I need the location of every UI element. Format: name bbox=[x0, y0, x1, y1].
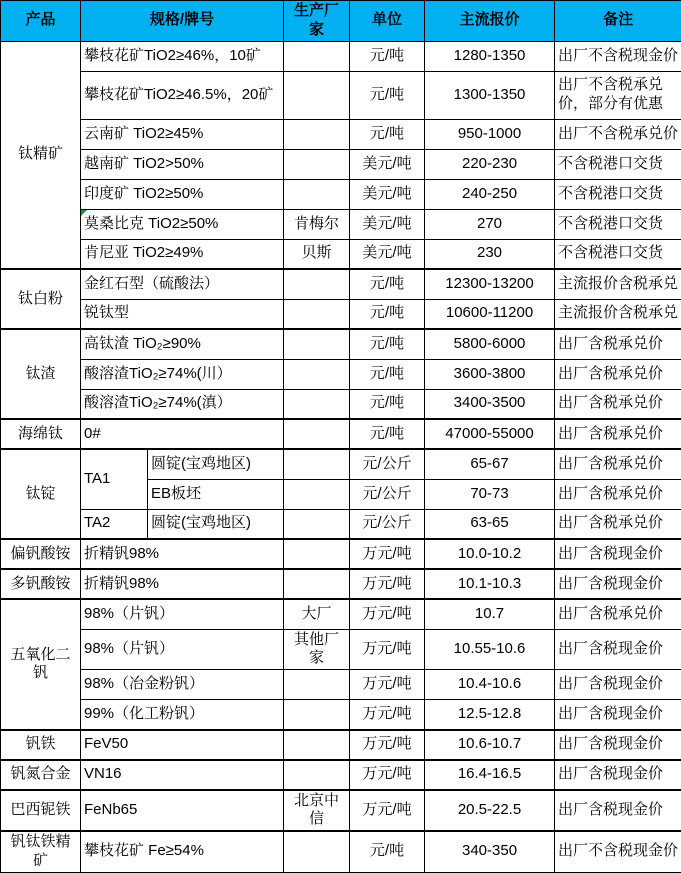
cell-remark: 出厂不含税现金价 bbox=[555, 831, 681, 872]
cell-unit: 元/公斤 bbox=[350, 509, 425, 539]
cell-producer bbox=[284, 329, 350, 359]
cell-unit: 美元/吨 bbox=[350, 179, 425, 209]
cell-producer: 贝斯 bbox=[284, 239, 350, 269]
cell-note-marker-icon bbox=[81, 210, 87, 216]
cell-product: 钛白粉 bbox=[1, 269, 81, 329]
cell-remark: 出厂含税承兑价 bbox=[555, 479, 681, 509]
cell-price: 10600-11200 bbox=[425, 299, 555, 329]
cell-price: 5800-6000 bbox=[425, 329, 555, 359]
cell-spec: 酸溶渣TiO₂≥74%(滇） bbox=[81, 389, 284, 419]
cell-spec: 云南矿 TiO2≥45% bbox=[81, 119, 284, 149]
cell-remark: 出厂含税现金价 bbox=[555, 730, 681, 760]
cell-remark: 出厂含税现金价 bbox=[555, 790, 681, 832]
table-row bbox=[1, 509, 681, 539]
table-row bbox=[1, 569, 681, 599]
cell-unit: 万元/吨 bbox=[350, 790, 425, 832]
table-row bbox=[1, 389, 681, 419]
cell-spec: 攀枝花矿TiO2≥46%，10矿 bbox=[81, 41, 284, 71]
cell-remark: 出厂含税承兑价 bbox=[555, 599, 681, 629]
table-row bbox=[1, 599, 681, 629]
column-header-spec: 规格/牌号 bbox=[81, 1, 284, 42]
table-row bbox=[1, 41, 681, 71]
cell-remark: 出厂不含税承兑价 bbox=[555, 119, 681, 149]
cell-price: 16.4-16.5 bbox=[425, 760, 555, 790]
cell-unit: 元/吨 bbox=[350, 419, 425, 449]
cell-spec: 0# bbox=[81, 419, 284, 449]
cell-unit: 万元/吨 bbox=[350, 730, 425, 760]
cell-producer bbox=[284, 119, 350, 149]
cell-price: 10.0-10.2 bbox=[425, 539, 555, 569]
cell-subspec: 圆锭(宝鸡地区) bbox=[148, 509, 284, 539]
cell-remark: 不含税港口交货 bbox=[555, 239, 681, 269]
cell-producer: 北京中信 bbox=[284, 790, 350, 832]
cell-product: 钛渣 bbox=[1, 329, 81, 419]
cell-producer bbox=[284, 269, 350, 299]
cell-unit: 万元/吨 bbox=[350, 569, 425, 599]
cell-product: 钛精矿 bbox=[1, 41, 81, 269]
cell-unit: 元/吨 bbox=[350, 71, 425, 119]
cell-spec: 98%（片钒） bbox=[81, 629, 284, 670]
cell-producer bbox=[284, 569, 350, 599]
cell-remark: 出厂含税承兑价 bbox=[555, 509, 681, 539]
cell-price: 63-65 bbox=[425, 509, 555, 539]
cell-producer bbox=[284, 760, 350, 790]
table-row bbox=[1, 419, 681, 449]
column-header-price: 主流报价 bbox=[425, 1, 555, 42]
cell-spec: 越南矿 TiO2>50% bbox=[81, 149, 284, 179]
cell-spec-text: 莫桑比克 TiO2≥50% bbox=[84, 214, 219, 232]
cell-grade: TA1 bbox=[81, 449, 148, 509]
cell-producer bbox=[284, 479, 350, 509]
cell-spec: 印度矿 TiO2≥50% bbox=[81, 179, 284, 209]
cell-producer bbox=[284, 509, 350, 539]
cell-price: 240-250 bbox=[425, 179, 555, 209]
cell-producer bbox=[284, 700, 350, 730]
cell-spec: FeV50 bbox=[81, 730, 284, 760]
cell-spec: 酸溶渣TiO₂≥74%(川） bbox=[81, 359, 284, 389]
cell-unit: 元/吨 bbox=[350, 831, 425, 872]
cell-unit: 元/吨 bbox=[350, 41, 425, 71]
cell-unit: 元/吨 bbox=[350, 119, 425, 149]
cell-spec: 攀枝花矿 Fe≥54% bbox=[81, 831, 284, 872]
cell-price: 1300-1350 bbox=[425, 71, 555, 119]
cell-remark: 不含税港口交货 bbox=[555, 179, 681, 209]
cell-price: 10.7 bbox=[425, 599, 555, 629]
cell-remark: 出厂含税现金价 bbox=[555, 670, 681, 700]
cell-remark: 不含税港口交货 bbox=[555, 149, 681, 179]
cell-price: 10.55-10.6 bbox=[425, 629, 555, 670]
cell-price: 10.4-10.6 bbox=[425, 670, 555, 700]
table-row bbox=[1, 790, 681, 832]
cell-producer bbox=[284, 71, 350, 119]
table-row bbox=[1, 71, 681, 119]
cell-producer bbox=[284, 831, 350, 872]
cell-unit: 万元/吨 bbox=[350, 629, 425, 670]
cell-price: 3400-3500 bbox=[425, 389, 555, 419]
cell-price: 47000-55000 bbox=[425, 419, 555, 449]
cell-spec: 肯尼亚 TiO2≥49% bbox=[81, 239, 284, 269]
cell-price: 3600-3800 bbox=[425, 359, 555, 389]
column-header-producer: 生产厂家 bbox=[284, 1, 350, 42]
cell-product: 偏钒酸铵 bbox=[1, 539, 81, 569]
table-row bbox=[1, 539, 681, 569]
cell-producer: 大厂 bbox=[284, 599, 350, 629]
cell-producer bbox=[284, 179, 350, 209]
cell-remark: 出厂不含税现金价 bbox=[555, 41, 681, 71]
table-row bbox=[1, 629, 681, 670]
cell-spec: 折精钒98% bbox=[81, 569, 284, 599]
cell-price: 230 bbox=[425, 239, 555, 269]
cell-product: 五氧化二钒 bbox=[1, 599, 81, 730]
cell-unit: 元/吨 bbox=[350, 359, 425, 389]
cell-unit: 万元/吨 bbox=[350, 539, 425, 569]
cell-spec: 99%（化工粉钒） bbox=[81, 700, 284, 730]
cell-spec: 金红石型（硫酸法） bbox=[81, 269, 284, 299]
table-row bbox=[1, 730, 681, 760]
cell-remark: 不含税港口交货 bbox=[555, 209, 681, 239]
cell-unit: 元/吨 bbox=[350, 299, 425, 329]
cell-producer bbox=[284, 389, 350, 419]
cell-spec: 高钛渣 TiO₂≥90% bbox=[81, 329, 284, 359]
table-row bbox=[1, 329, 681, 359]
cell-product: 钛锭 bbox=[1, 449, 81, 539]
header-row bbox=[1, 1, 681, 42]
cell-price: 12.5-12.8 bbox=[425, 700, 555, 730]
cell-price: 70-73 bbox=[425, 479, 555, 509]
cell-remark: 出厂含税承兑价 bbox=[555, 449, 681, 479]
cell-producer: 肯梅尔 bbox=[284, 209, 350, 239]
cell-product: 钒钛铁精矿 bbox=[1, 831, 81, 872]
table-row bbox=[1, 179, 681, 209]
table-row bbox=[1, 359, 681, 389]
cell-product: 多钒酸铵 bbox=[1, 569, 81, 599]
cell-producer bbox=[284, 730, 350, 760]
table-row bbox=[1, 209, 681, 239]
cell-unit: 美元/吨 bbox=[350, 209, 425, 239]
cell-spec: FeNb65 bbox=[81, 790, 284, 832]
cell-product: 钒氮合金 bbox=[1, 760, 81, 790]
cell-price: 20.5-22.5 bbox=[425, 790, 555, 832]
cell-price: 12300-13200 bbox=[425, 269, 555, 299]
column-header-unit: 单位 bbox=[350, 1, 425, 42]
cell-remark: 主流报价含税承兑 bbox=[555, 269, 681, 299]
cell-remark: 出厂含税现金价 bbox=[555, 569, 681, 599]
column-header-product: 产品 bbox=[1, 1, 81, 42]
cell-spec: 98%（片钒） bbox=[81, 599, 284, 629]
cell-remark: 出厂含税现金价 bbox=[555, 629, 681, 670]
cell-producer bbox=[284, 149, 350, 179]
cell-remark: 出厂含税承兑价 bbox=[555, 329, 681, 359]
cell-producer bbox=[284, 299, 350, 329]
cell-producer bbox=[284, 449, 350, 479]
table-row bbox=[1, 449, 681, 479]
cell-spec: 锐钛型 bbox=[81, 299, 284, 329]
cell-price: 1280-1350 bbox=[425, 41, 555, 71]
cell-producer bbox=[284, 41, 350, 71]
table-row bbox=[1, 299, 681, 329]
cell-producer bbox=[284, 539, 350, 569]
cell-unit: 万元/吨 bbox=[350, 670, 425, 700]
table-row bbox=[1, 239, 681, 269]
table-row bbox=[1, 700, 681, 730]
cell-spec: 攀枝花矿TiO2≥46.5%，20矿 bbox=[81, 71, 284, 119]
cell-remark: 出厂含税承兑价 bbox=[555, 389, 681, 419]
cell-unit: 元/吨 bbox=[350, 389, 425, 419]
cell-product: 海绵钛 bbox=[1, 419, 81, 449]
cell-spec bbox=[81, 209, 284, 239]
cell-producer bbox=[284, 419, 350, 449]
cell-subspec: 圆锭(宝鸡地区) bbox=[148, 449, 284, 479]
cell-price: 10.6-10.7 bbox=[425, 730, 555, 760]
cell-remark: 出厂含税承兑价 bbox=[555, 359, 681, 389]
cell-price: 220-230 bbox=[425, 149, 555, 179]
cell-unit: 元/公斤 bbox=[350, 449, 425, 479]
table-row bbox=[1, 119, 681, 149]
cell-spec: 98%（冶金粉钒） bbox=[81, 670, 284, 700]
cell-remark: 出厂含税承兑价 bbox=[555, 419, 681, 449]
cell-grade: TA2 bbox=[81, 509, 148, 539]
cell-unit: 元/公斤 bbox=[350, 479, 425, 509]
cell-unit: 美元/吨 bbox=[350, 149, 425, 179]
cell-unit: 万元/吨 bbox=[350, 760, 425, 790]
table-row bbox=[1, 269, 681, 299]
cell-unit: 元/吨 bbox=[350, 329, 425, 359]
cell-subspec: EB板坯 bbox=[148, 479, 284, 509]
cell-spec: VN16 bbox=[81, 760, 284, 790]
cell-unit: 万元/吨 bbox=[350, 700, 425, 730]
cell-product: 钒铁 bbox=[1, 730, 81, 760]
cell-remark: 出厂含税现金价 bbox=[555, 700, 681, 730]
cell-product: 巴西铌铁 bbox=[1, 790, 81, 832]
cell-spec: 折精钒98% bbox=[81, 539, 284, 569]
cell-producer bbox=[284, 359, 350, 389]
table-row bbox=[1, 760, 681, 790]
cell-price: 950-1000 bbox=[425, 119, 555, 149]
cell-producer bbox=[284, 670, 350, 700]
cell-unit: 万元/吨 bbox=[350, 599, 425, 629]
column-header-remark: 备注 bbox=[555, 1, 681, 42]
cell-remark: 主流报价含税承兑 bbox=[555, 299, 681, 329]
cell-remark: 出厂含税现金价 bbox=[555, 539, 681, 569]
cell-price: 65-67 bbox=[425, 449, 555, 479]
cell-producer: 其他厂家 bbox=[284, 629, 350, 670]
cell-unit: 元/吨 bbox=[350, 269, 425, 299]
cell-price: 10.1-10.3 bbox=[425, 569, 555, 599]
table-row bbox=[1, 831, 681, 872]
cell-unit: 美元/吨 bbox=[350, 239, 425, 269]
table-row bbox=[1, 670, 681, 700]
cell-price: 270 bbox=[425, 209, 555, 239]
cell-remark: 出厂含税现金价 bbox=[555, 760, 681, 790]
cell-remark: 出厂不含税承兑价，部分有优惠 bbox=[555, 71, 681, 119]
cell-price: 340-350 bbox=[425, 831, 555, 872]
table-row bbox=[1, 149, 681, 179]
